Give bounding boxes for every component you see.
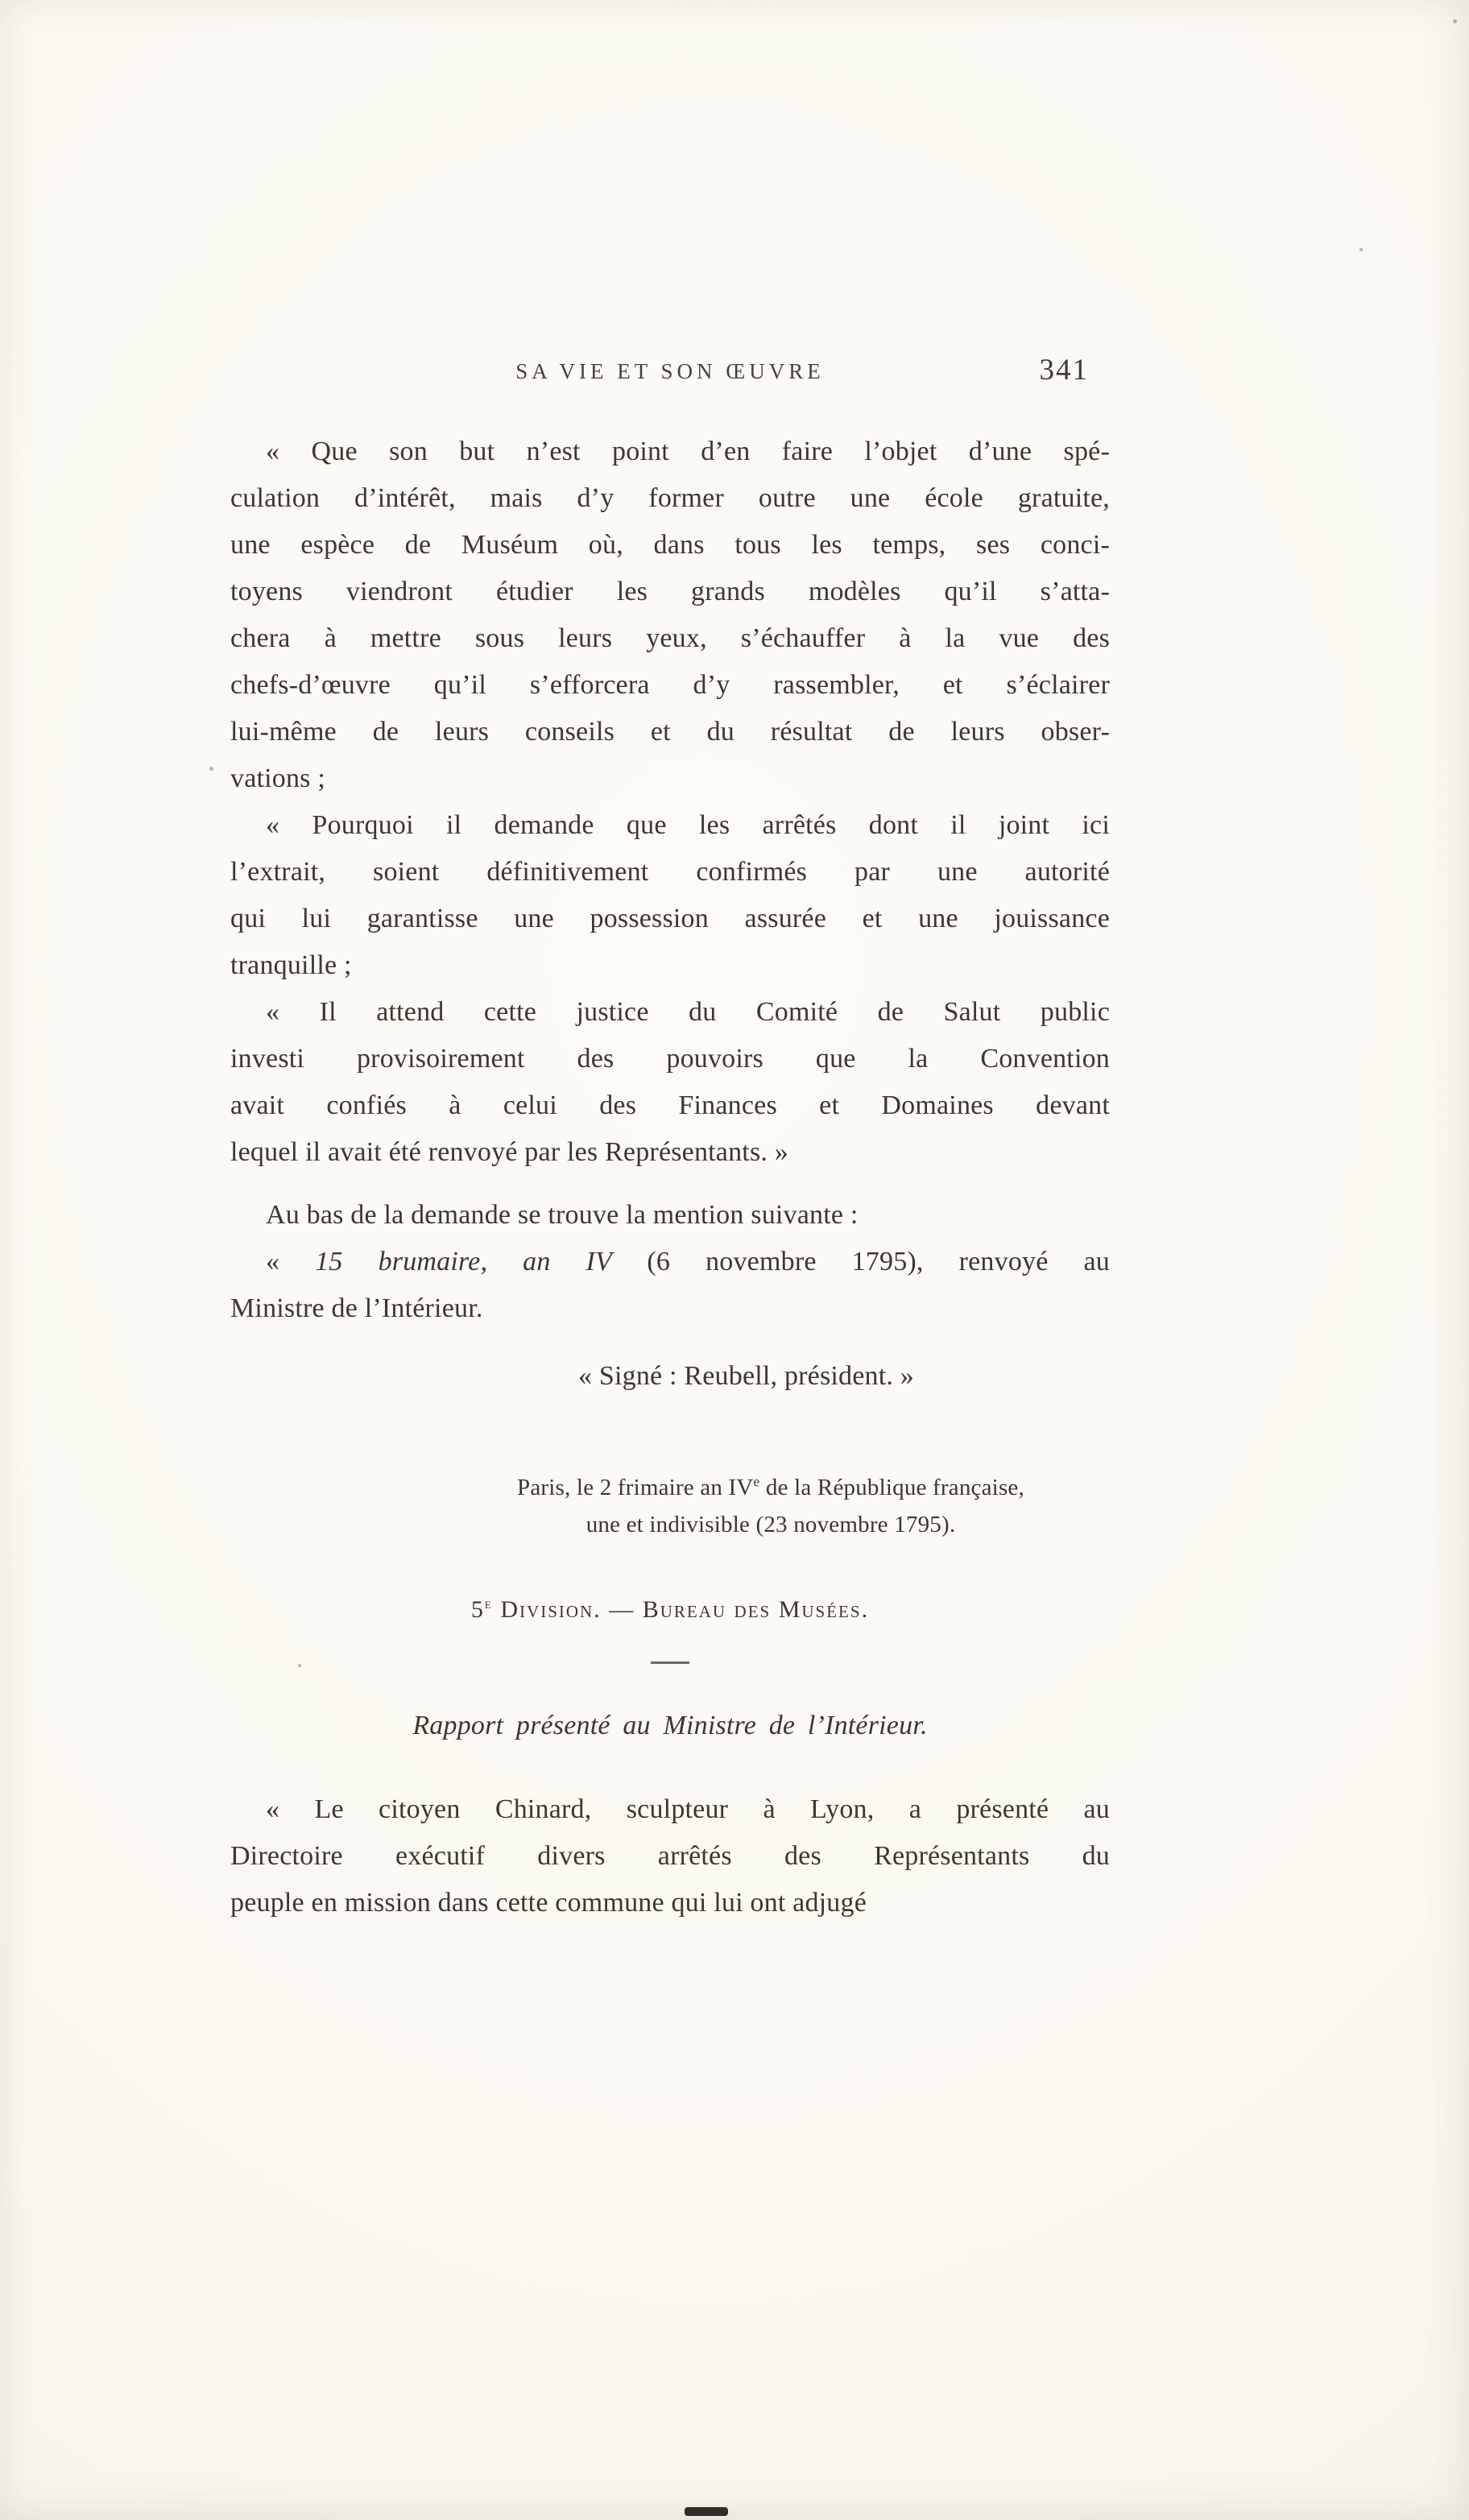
text-line: Directoire exécutif divers arrêtés des Représentants du xyxy=(230,1841,1110,1871)
superscript: e xyxy=(484,1595,493,1612)
text-segment: « xyxy=(266,1247,316,1277)
text-segment: (6 novembre 1795), renvoyé au xyxy=(647,1247,1110,1277)
text-line: chefs-d’œuvre qu’il s’efforcera d’y rassembler, et s’éclairer xyxy=(230,670,1110,700)
text-column xyxy=(230,428,1110,1926)
signature-block: « Signé : Reubell, président. » xyxy=(578,1361,914,1391)
text-line: lui-même de leurs conseils et du résultat de leurs obser- xyxy=(230,717,1110,747)
dateline-line: une et indivisible (23 novembre 1795). xyxy=(586,1512,956,1537)
scan-speck xyxy=(298,1664,301,1667)
text-segment: Paris, le 2 frimaire an IV xyxy=(517,1475,754,1500)
text-segment: 5 xyxy=(470,1596,485,1623)
scan-speck xyxy=(1453,19,1457,23)
section-rule xyxy=(651,1661,689,1664)
heading-block: Rapport présenté au Ministre de l’Intérieur. xyxy=(412,1711,928,1740)
page-header xyxy=(230,354,1110,387)
text-line: avait confiés à celui des Finances et Domaines devant xyxy=(230,1090,1110,1120)
dateline-line xyxy=(432,1469,1110,1506)
text-line: Au bas de la demande se trouve la mention suivante : xyxy=(266,1200,859,1230)
text-line: Ministre de l’Intérieur. xyxy=(230,1293,483,1323)
text-segment: de la République française, xyxy=(759,1475,1024,1500)
text-line xyxy=(230,1239,1110,1285)
paragraph xyxy=(230,1786,1110,1926)
paragraph xyxy=(230,428,1110,802)
text-line: investi provisoirement des pouvoirs que la Convention xyxy=(230,1044,1110,1074)
text-line: tranquille ; xyxy=(230,950,352,980)
scan-speck xyxy=(209,767,213,771)
text-segment: Division. — Bureau des Musées. xyxy=(492,1596,870,1623)
running-title: SA VIE ET SON ŒUVRE xyxy=(515,359,825,383)
text-line: toyens viendront étudier les grands modèles qu’il s’atta- xyxy=(230,577,1110,606)
text-line: peuple en mission dans cette commune qui lui ont adjugé xyxy=(230,1888,867,1918)
text-line: « Il attend cette justice du Comité de Salut public xyxy=(266,997,1110,1027)
text-line: « Le citoyen Chinard, sculpteur à Lyon, a présenté au xyxy=(266,1794,1110,1824)
page-number: 341 xyxy=(1039,354,1089,387)
rule-block xyxy=(230,1656,1110,1664)
paragraph xyxy=(230,1192,1110,1239)
text-line: chera à mettre sous leurs yeux, s’échauffer à la vue des xyxy=(230,623,1110,653)
text-line: l’extrait, soient définitivement confirmés par une autorité xyxy=(230,857,1110,887)
text-line: lequel il avait été renvoyé par les Représentants. » xyxy=(230,1137,788,1167)
italic-text: 15 brumaire, an IV xyxy=(315,1247,648,1277)
scan-speck xyxy=(1359,248,1363,251)
text-line: « Pourquoi il demande que les arrêtés dont il joint ici xyxy=(266,810,1110,840)
text-line: une espèce de Muséum où, dans tous les temps, ses conci- xyxy=(230,530,1110,560)
text-line: vations ; xyxy=(230,763,325,793)
paragraph xyxy=(230,802,1110,989)
division-block xyxy=(230,1587,1110,1633)
paragraph xyxy=(230,1239,1110,1332)
paragraph xyxy=(230,989,1110,1176)
text-line: culation d’intérêt, mais d’y former outre une école gratuite, xyxy=(230,483,1110,513)
dateline-block xyxy=(230,1469,1110,1543)
superscript: e xyxy=(753,1473,760,1490)
scan-artifact xyxy=(685,2507,728,2516)
text-line: qui lui garantisse une possession assurée et une jouissance xyxy=(230,904,1110,933)
text-line: « Que son but n’est point d’en faire l’objet d’une spé- xyxy=(266,437,1110,466)
